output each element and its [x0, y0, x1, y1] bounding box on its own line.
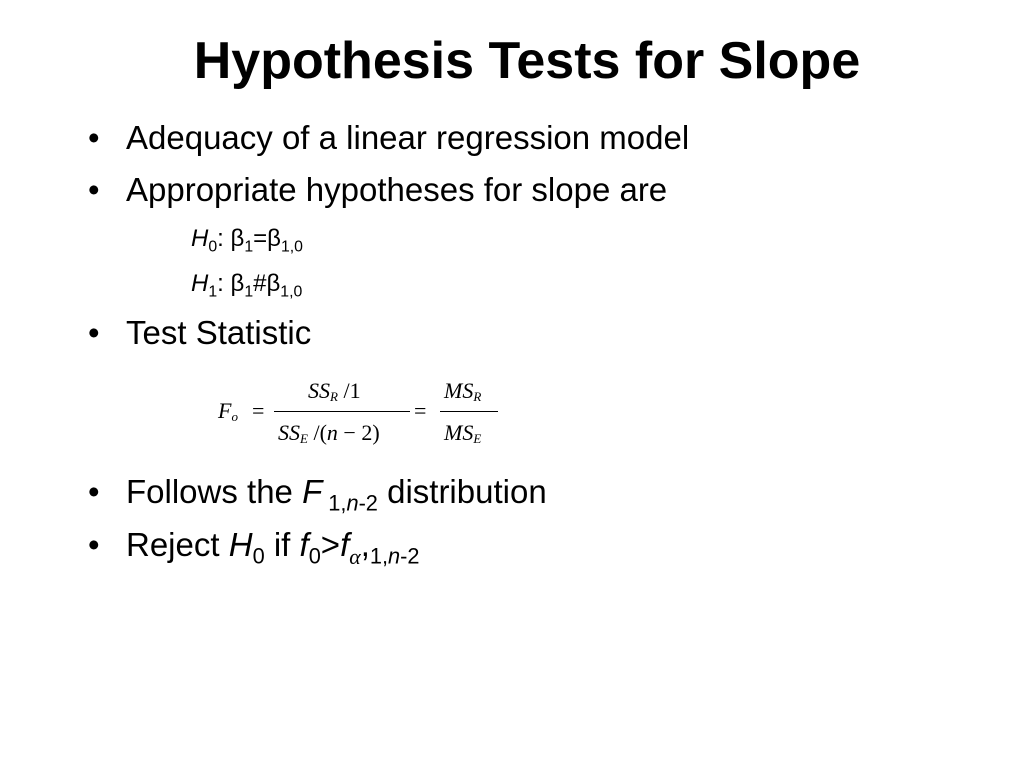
formula-num1-text: SS: [308, 378, 330, 403]
h1-beta-sub: 1: [244, 283, 254, 301]
formula-den1-text: SS: [278, 420, 300, 445]
bullet-dot: •: [88, 171, 100, 208]
formula-den1-n: n: [326, 420, 338, 445]
b5-alpha: α: [349, 544, 361, 569]
formula-den2-text: MS: [444, 420, 474, 445]
b5-sub-a: 1,: [369, 543, 389, 569]
h0-op: =: [253, 225, 268, 252]
formula-num2: [444, 378, 481, 405]
h1-beta2-sub: 1,0: [280, 283, 303, 301]
formula-num2-text: MS: [444, 378, 474, 403]
null-hypothesis: [191, 224, 303, 254]
formula-den1-rest: /(: [307, 420, 327, 445]
bullet-text: Test Statistic: [126, 314, 312, 351]
h1-beta2: β: [266, 270, 281, 297]
h1-op: #: [253, 270, 267, 297]
formula-den2-sub: E: [473, 431, 482, 446]
b4-sub-b: -2: [358, 490, 378, 516]
b5-sub2: [370, 544, 420, 569]
h1-letter: H: [191, 270, 209, 297]
b5-comma: ,: [360, 526, 370, 563]
formula-lhs: [218, 398, 238, 425]
h0-beta-sub: 1: [244, 238, 254, 256]
bullet-dot: •: [88, 526, 100, 563]
b4-sub: [322, 491, 378, 516]
b4-sub-n: n: [346, 490, 359, 516]
bullet-text: Adequacy of a linear regression model: [126, 119, 690, 156]
b5-H-sub: 0: [252, 543, 265, 569]
formula-num1-rest: /1: [337, 378, 361, 403]
h0-beta: β: [230, 225, 245, 252]
h0-beta2: β: [267, 225, 281, 252]
h0-beta2-sub: 1,0: [280, 238, 303, 256]
h1-sub: 1: [208, 283, 218, 301]
formula-den1: [278, 420, 380, 447]
bullet-text: [126, 525, 420, 569]
b5-H: H: [228, 526, 253, 563]
fraction-bar-1: [274, 411, 410, 412]
h1-colon: :: [217, 270, 231, 297]
formula-lhs-letter: F: [218, 398, 232, 423]
h0-colon: :: [217, 225, 231, 252]
h1-beta: β: [230, 270, 245, 297]
b4-pre: Follows the: [126, 473, 303, 510]
b4-sub-a: 1,: [322, 490, 347, 516]
b5-sub-b: -2: [400, 543, 420, 569]
bullet-text: [126, 472, 547, 516]
h0-sub: 0: [208, 238, 218, 256]
b5-gt: >: [320, 526, 341, 563]
formula-num2-sub: R: [473, 389, 482, 404]
bullet-dot: •: [88, 119, 100, 156]
bullet-text: Appropriate hypotheses for slope are: [126, 171, 668, 208]
b5-f2: f: [340, 526, 350, 563]
b4-post: distribution: [377, 473, 547, 510]
b5-f: f: [299, 526, 309, 563]
formula-den2: [444, 420, 481, 447]
slide-title: Hypothesis Tests for Slope: [193, 32, 861, 90]
fraction-bar-2: [440, 411, 498, 412]
bullet-dot: •: [88, 314, 100, 351]
formula-lhs-sub: o: [231, 409, 238, 424]
b4-F: F: [302, 473, 323, 510]
b5-f-sub: 0: [308, 543, 321, 569]
b5-mid: if: [264, 526, 300, 563]
b5-sub: [349, 544, 360, 569]
formula-eq1: =: [252, 398, 265, 423]
formula-num1: [308, 378, 361, 405]
alternative-hypothesis: [191, 269, 302, 299]
formula-num1-sub: R: [330, 389, 338, 404]
formula-eq2: =: [414, 398, 427, 423]
b5-pre: Reject: [126, 526, 229, 563]
h0-letter: H: [191, 225, 209, 252]
formula-den1-sub: E: [300, 431, 308, 446]
formula-den1-end: − 2): [337, 420, 380, 445]
bullet-dot: •: [88, 473, 100, 510]
b5-sub-n: n: [388, 543, 401, 569]
